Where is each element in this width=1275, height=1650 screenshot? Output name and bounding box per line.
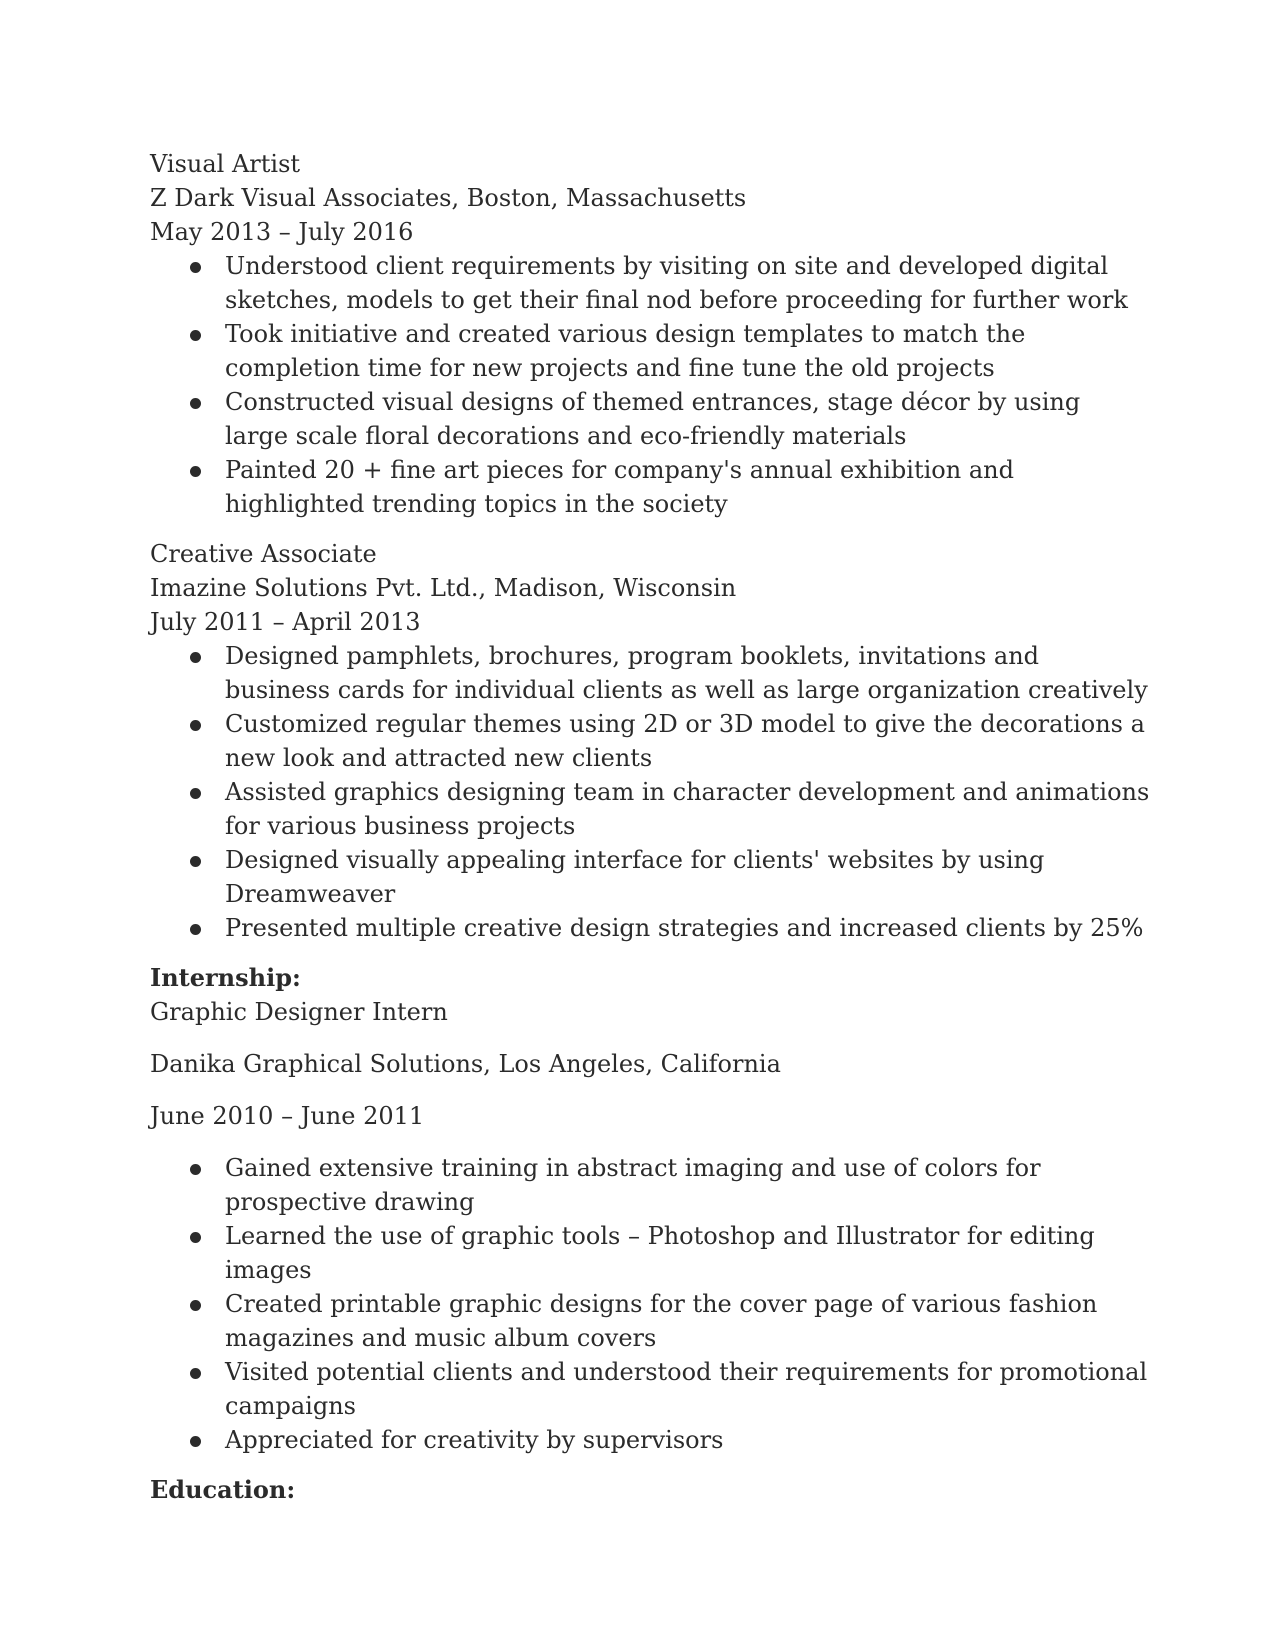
job-company: Danika Graphical Solutions, Los Angeles, California xyxy=(150,1050,781,1078)
job-title: Creative Associate xyxy=(150,540,377,568)
list-item xyxy=(150,1355,1150,1423)
job-title: Graphic Designer Intern xyxy=(150,998,448,1026)
job-company: Z Dark Visual Associates, Boston, Massachusetts xyxy=(150,184,747,212)
spacer xyxy=(150,945,1150,961)
list-item xyxy=(150,775,1150,843)
bullet-text: Presented multiple creative design strategies and increased clients by 25% xyxy=(225,914,1144,942)
bullet-text: Painted 20 + fine art pieces for company's annual exhibition and highlighted trending topics in the society xyxy=(225,456,1014,518)
bullet-icon xyxy=(190,398,201,409)
job-entry-visual-artist xyxy=(150,147,1150,521)
job-title: Visual Artist xyxy=(150,150,301,178)
bullet-text: Created printable graphic designs for the cover page of various fashion magazines and music album covers xyxy=(225,1290,1098,1352)
spacer xyxy=(150,1457,1150,1473)
bullet-icon xyxy=(190,1300,201,1311)
list-item xyxy=(150,639,1150,707)
bullet-text: Customized regular themes using 2D or 3D model to give the decorations a new look and attracted new clients xyxy=(225,710,1145,772)
bullet-text: Designed visually appealing interface for clients' websites by using Dreamweaver xyxy=(225,846,1045,908)
internship-section xyxy=(150,961,1150,1457)
section-heading-education: Education: xyxy=(150,1475,296,1504)
bullet-text: Constructed visual designs of themed entrances, stage décor by using large scale floral decorations and eco-friendly materials xyxy=(225,388,1081,450)
bullet-icon xyxy=(190,1368,201,1379)
bullet-icon xyxy=(190,924,201,935)
list-item xyxy=(150,249,1150,317)
bullet-icon xyxy=(190,856,201,867)
list-item xyxy=(150,385,1150,453)
list-item xyxy=(150,911,1150,945)
education-section xyxy=(150,1473,1150,1507)
bullet-icon xyxy=(190,330,201,341)
bullet-text: Appreciated for creativity by supervisors xyxy=(225,1426,724,1454)
job-dates: May 2013 – July 2016 xyxy=(150,218,414,246)
bullet-icon xyxy=(190,1164,201,1175)
bullet-text: Visited potential clients and understood their requirements for promotional campaigns xyxy=(225,1358,1148,1420)
bullet-text: Assisted graphics designing team in character development and animations for various business projects xyxy=(225,778,1150,840)
bullet-text: Gained extensive training in abstract imaging and use of colors for prospective drawing xyxy=(225,1154,1041,1216)
list-item xyxy=(150,1287,1150,1355)
list-item xyxy=(150,317,1150,385)
job-entry-creative-associate xyxy=(150,537,1150,945)
list-item xyxy=(150,1219,1150,1287)
list-item xyxy=(150,453,1150,521)
bullet-icon xyxy=(190,1436,201,1447)
spacer xyxy=(150,1029,1150,1047)
resume-content xyxy=(150,147,1150,1507)
section-heading-internship: Internship: xyxy=(150,963,301,992)
bullet-text: Learned the use of graphic tools – Photoshop and Illustrator for editing images xyxy=(225,1222,1095,1284)
job-dates: June 2010 – June 2011 xyxy=(150,1102,425,1130)
spacer xyxy=(150,521,1150,537)
list-item xyxy=(150,843,1150,911)
bullet-icon xyxy=(190,720,201,731)
list-item xyxy=(150,707,1150,775)
job-company: Imazine Solutions Pvt. Ltd., Madison, Wisconsin xyxy=(150,574,737,602)
job-bullet-list xyxy=(150,639,1150,945)
job-dates: July 2011 – April 2013 xyxy=(150,608,421,636)
list-item xyxy=(150,1423,1150,1457)
bullet-icon xyxy=(190,788,201,799)
spacer xyxy=(150,1081,1150,1099)
bullet-icon xyxy=(190,652,201,663)
job-bullet-list xyxy=(150,249,1150,521)
internship-bullet-list xyxy=(150,1151,1150,1457)
bullet-text: Understood client requirements by visiting on site and developed digital sketches, models to get their final nod before proceeding for further work xyxy=(225,252,1128,314)
list-item xyxy=(150,1151,1150,1219)
bullet-text: Took initiative and created various design templates to match the completion time for new projects and fine tune the old projects xyxy=(225,320,1026,382)
bullet-icon xyxy=(190,466,201,477)
bullet-icon xyxy=(190,1232,201,1243)
bullet-text: Designed pamphlets, brochures, program booklets, invitations and business cards for individual clients as well as large organization creatively xyxy=(225,642,1148,704)
bullet-icon xyxy=(190,262,201,273)
spacer xyxy=(150,1133,1150,1151)
